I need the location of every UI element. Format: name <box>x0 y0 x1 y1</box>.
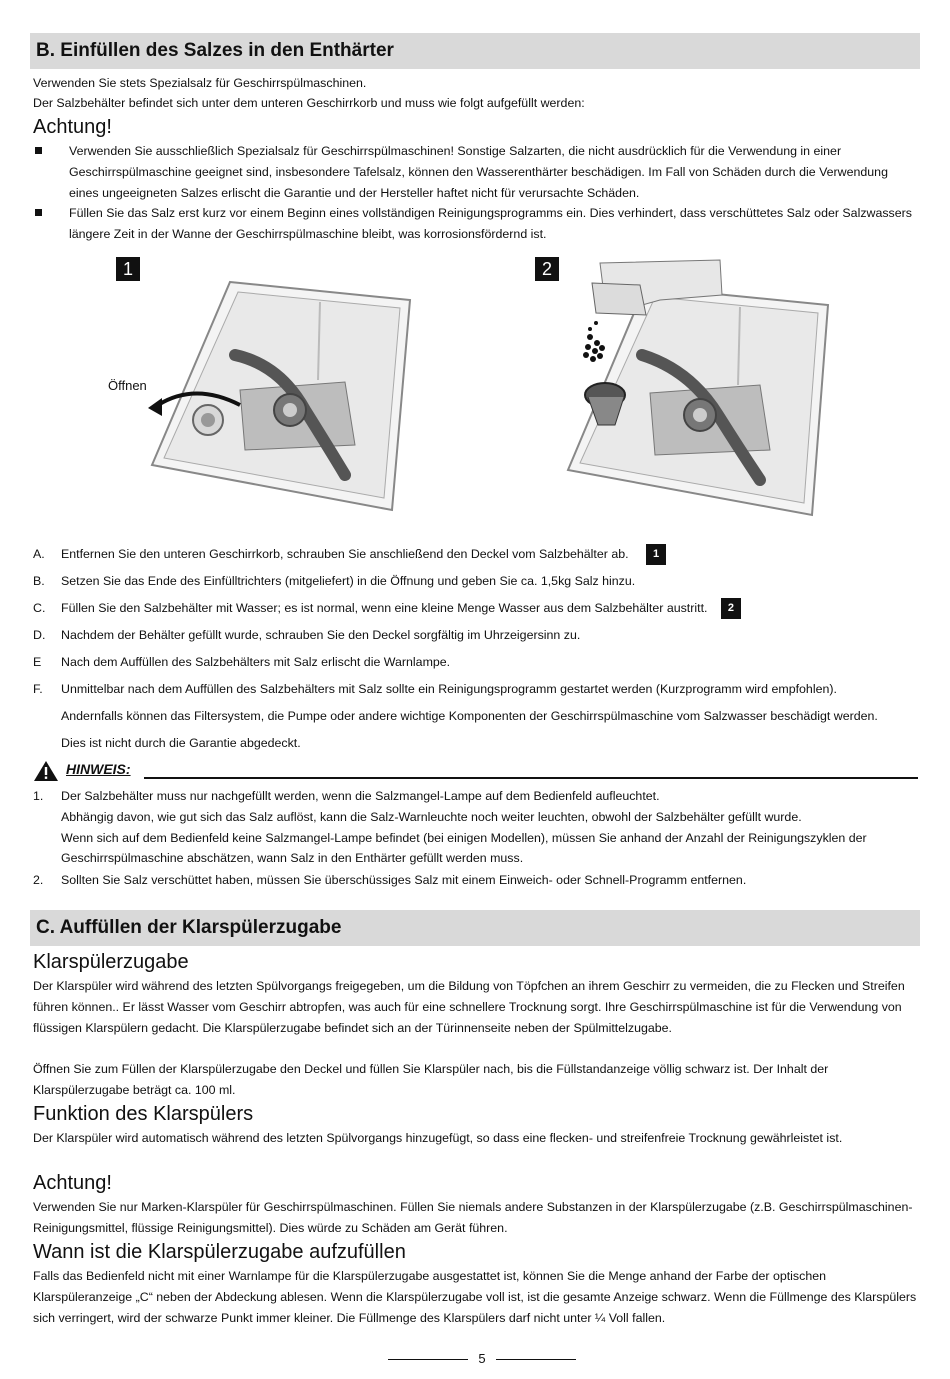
step-text: Nachdem der Behälter gefüllt wurde, schrauben Sie den Deckel sorgfältig im Uhrzeigersinn zu. <box>61 628 581 642</box>
figure-ref-badge: 2 <box>721 598 741 619</box>
bullet-text: Verwenden Sie ausschließlich Spezialsalz für Geschirrspülmaschinen! Sonstige Salzarten, die nicht ausdrücklich für die Verwendung in einer Geschirrspülmaschine geeignet sind, insbesondere Tafelsalz, können den Wasserenthärter beschädigen. Im Fall von Schäden durch die Verwendung eines ungeeigneten Salzes erlischt die Garantie und der Hersteller haftet nicht für verursachte Schäden. <box>69 144 888 200</box>
footer-rule-left <box>388 1359 468 1360</box>
bullet-square-icon <box>35 147 42 154</box>
bullet-item <box>33 141 920 205</box>
step-letter: A. <box>33 547 45 561</box>
note-number: 2. <box>33 873 44 887</box>
intro-line-1: Verwenden Sie stets Spezialsalz für Geschirrspülmaschinen. <box>33 76 367 90</box>
paragraph-klarspueler-fill: Öffnen Sie zum Füllen der Klarspülerzugabe den Deckel und füllen Sie Klarspüler nach, bis die Füllstandanzeige völlig schwarz ist. Der Inhalt der Klarspülerzugabe beträgt ca. 100 ml. <box>33 1062 829 1097</box>
step-text: Entfernen Sie den unteren Geschirrkorb, schrauben Sie anschließend den Deckel vom Salzbehälter ab. <box>61 547 629 561</box>
step-letter: F. <box>33 682 43 696</box>
step-letter: C. <box>33 601 46 615</box>
achtung-heading-c: Achtung! <box>33 1172 112 1194</box>
figure-1-caption: Öffnen <box>108 378 147 393</box>
step-text: Füllen Sie den Salzbehälter mit Wasser; es ist normal, wenn eine kleine Menge Wasser aus dem Salzbehälter austritt. <box>61 601 708 615</box>
intro-line-2: Der Salzbehälter befindet sich unter dem unteren Geschirrkorb und muss wie folgt aufgefüllt werden: <box>33 96 585 110</box>
note-text: Der Salzbehälter muss nur nachgefüllt werden, wenn die Salzmangel-Lampe auf dem Bedienfeld aufleuchtet. Abhängig davon, wie gut sich das Salz auflöst, kann die Salz-Warnleuchte noch weiter leuchten, obwohl der Salzbehälter gefüllt wurde. Wenn sich auf dem Bedienfeld keine Salzmangel-Lampe befindet (bei einigen Modellen), müssen Sie anhand der Anzahl der Reinigungszyklen der Geschirrspülmaschine abschätzen, wann Salz in den Enthärter gefüllt werden muss. <box>61 789 867 866</box>
note-number: 1. <box>33 789 44 803</box>
paragraph-achtung-c: Verwenden Sie nur Marken-Klarspüler für Geschirrspülmaschinen. Füllen Sie niemals andere Substanzen in der Klarspülerzugabe (z.B. Geschirrspülmaschinen-Reinigungsmittel, flüssige Reinigungsmittel). Dies würde zu Schäden am Gerät führen. <box>33 1200 913 1235</box>
achtung-heading: Achtung! <box>33 116 112 138</box>
step-letter: D. <box>33 628 46 642</box>
footer-rule-right <box>496 1359 576 1360</box>
bullet-square-icon <box>35 209 42 216</box>
funktion-heading: Funktion des Klarspülers <box>33 1103 254 1125</box>
paragraph-wann: Falls das Bedienfeld nicht mit einer Warnlampe für die Klarspülerzugabe ausgestattet ist, können Sie die Menge anhand der Farbe der optischen Klarspüleranzeige „C“ neben der Abdeckung ablesen. Wenn die Klarspülerzugabe voll ist, ist die gesamte Anzeige schwarz. Wenn die Füllmenge des Klarspülers sich verringert, wird der schwarze Punkt immer kleiner. Die Füllmenge des Klarspülers darf nicht unter ¼ Voll fallen. <box>33 1269 917 1325</box>
klarspuelerzugabe-heading: Klarspülerzugabe <box>33 951 189 973</box>
figure-ref-badge: 1 <box>646 544 666 565</box>
step-text: Unmittelbar nach dem Auffüllen des Salzbehälters mit Salz sollte ein Reinigungsprogramm gestartet werden (Kurzprogramm wird empfohlen). Andernfalls können das Filtersystem, die Pumpe oder andere wichtige Komponenten der Geschirrspülmaschine vom Salzwasser beschädigt werden. Dies ist nicht durch die Garantie abgedeckt. <box>61 682 878 750</box>
section-b-title: B. Einfüllen des Salzes in den Enthärter <box>30 33 920 69</box>
paragraph-funktion: Der Klarspüler wird automatisch während des letzten Spülvorgangs hinzugefügt, so dass eine flecken- und streifenfreie Trocknung gewährleistet ist. <box>33 1131 843 1145</box>
step-text: Setzen Sie das Ende des Einfülltrichters (mitgeliefert) in die Öffnung und geben Sie ca. 1,5kg Salz hinzu. <box>61 574 636 588</box>
figure-2-dishwasher-illustration <box>560 255 850 517</box>
paragraph-klarspueler-intro: Der Klarspüler wird während des letzten Spülvorgangs freigegeben, um die Bildung von Töpfchen an ihrem Geschirr zu vermeiden, die zu Flecken und Streifen führen können.. Er lässt Wasser vom Geschirr abtropfen, was auch für eine schnellere Trocknung sorgt. Ihre Geschirrspülmaschine ist für die Verwendung von flüssigen Klarspülern gedacht. Die Klarspülerzugabe befindet sich an der Türinnenseite neben der Spülmittelzugabe. <box>33 979 905 1035</box>
hinweis-heading: HINWEIS: <box>66 761 131 777</box>
bullet-item <box>33 203 920 245</box>
figure-1-label: 1 <box>116 257 140 281</box>
warning-icon <box>33 760 59 782</box>
note-item <box>33 786 920 870</box>
section-c-title: C. Auffüllen der Klarspülerzugabe <box>30 910 920 946</box>
figure-1-dishwasher-illustration <box>140 270 430 515</box>
wann-heading: Wann ist die Klarspülerzugabe aufzufüllen <box>33 1241 406 1263</box>
page-number: 5 <box>478 1351 486 1366</box>
step-text: Nach dem Auffüllen des Salzbehälters mit Salz erlischt die Warnlampe. <box>61 655 451 669</box>
hinweis-rule <box>144 777 918 779</box>
bullet-text: Füllen Sie das Salz erst kurz vor einem Beginn eines vollständigen Reinigungsprogramms ein. Dies verhindert, dass verschüttetes Salz oder Salzwassers längere Zeit in der Wanne der Geschirrspülmaschine bleibt, was korrosionsfördernd ist. <box>69 206 912 241</box>
figure-2-label: 2 <box>535 257 559 281</box>
step-letter: E <box>33 655 42 669</box>
step-letter: B. <box>33 574 45 588</box>
note-text: Sollten Sie Salz verschüttet haben, müssen Sie überschüssiges Salz mit einem Einweich- oder Schnell-Programm entfernen. <box>61 873 747 887</box>
